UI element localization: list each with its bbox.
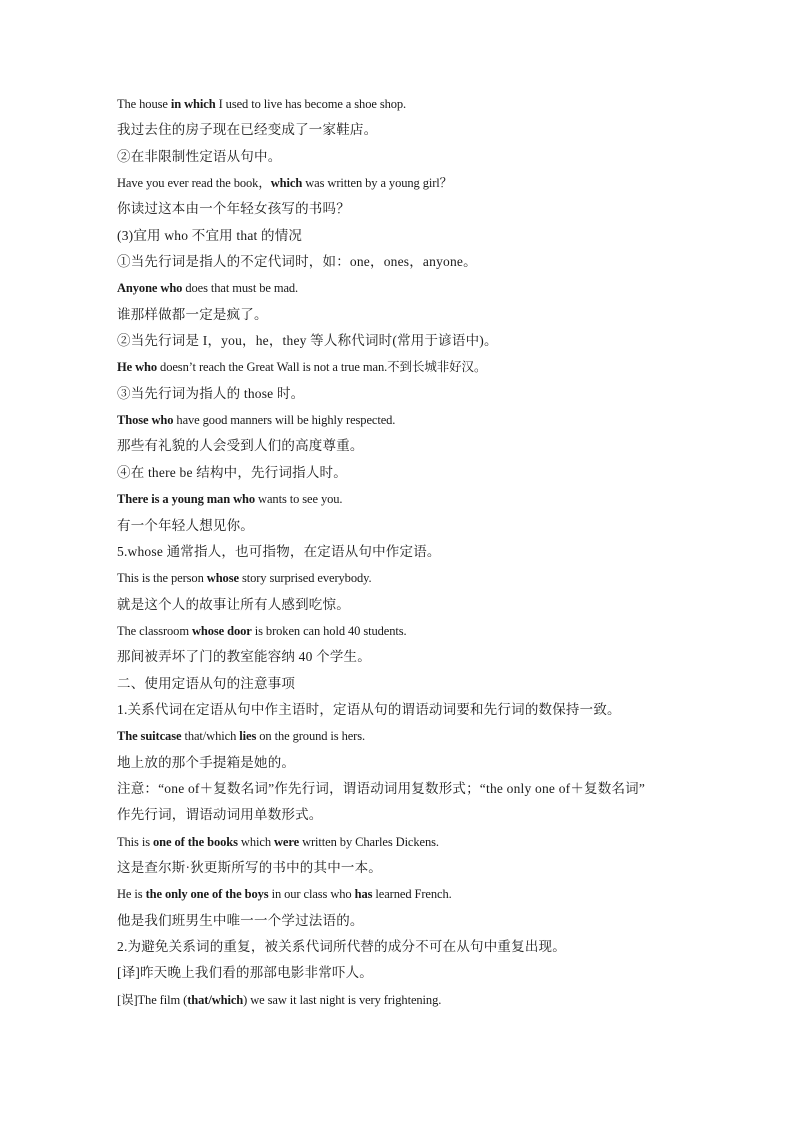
text-span: He is (117, 887, 146, 902)
text-line (117, 936, 697, 962)
text-span: is broken can hold 40 students. (251, 623, 407, 638)
text-line (117, 488, 697, 514)
text-line (117, 752, 697, 778)
document-body (117, 93, 697, 1015)
text-line (117, 93, 697, 119)
text-line (117, 541, 697, 567)
text-line (117, 198, 697, 224)
text-line (117, 304, 697, 330)
text-line (117, 277, 697, 303)
bold-text: has (354, 887, 373, 902)
text-line (117, 462, 697, 488)
text-line (117, 725, 697, 751)
text-span: on the ground is hers. (256, 729, 366, 744)
text-line (117, 172, 697, 198)
text-span: The house (117, 97, 171, 111)
text-span: 1.关系代词在定语从句中作主语时，定语从句的谓语动词要和先行词的数保持一致。 (117, 701, 621, 717)
text-span: that/which (181, 729, 240, 744)
text-line (117, 804, 697, 830)
text-span: does that must be mad. (182, 281, 299, 296)
bold-text: Those who (117, 413, 174, 428)
text-span: ②在非限制性定语从句中。 (117, 148, 282, 164)
text-line (117, 330, 697, 356)
text-line (117, 251, 697, 277)
text-line (117, 594, 697, 620)
text-span: 那些有礼貌的人会受到人们的高度尊重。 (117, 438, 364, 454)
text-line (117, 515, 697, 541)
bold-text: whose (206, 571, 239, 586)
text-line (117, 620, 697, 646)
text-line (117, 910, 697, 936)
text-span: ) we saw it last night is very frightening. (243, 992, 442, 1007)
text-line (117, 962, 697, 988)
bold-text: were (274, 834, 300, 849)
text-line (117, 646, 697, 672)
text-span: 注意：“one of＋复数名词”作先行词，谓语动词用复数形式；“the only one of＋复数名词” (117, 780, 646, 796)
text-span: This is (117, 834, 154, 849)
bold-text: the only one of the boys (145, 887, 269, 902)
bold-text: whose door (191, 623, 252, 638)
text-span: ③当先行词为指人的 those 时。 (117, 385, 305, 401)
text-span: in our class who (268, 887, 355, 902)
text-span: written by Charles Dickens. (299, 834, 439, 849)
text-span: 你读过这本由一个年轻女孩写的书吗？ (117, 201, 350, 217)
text-span: The classroom (117, 623, 192, 638)
text-span: 作先行词，谓语动词用单数形式。 (117, 807, 323, 823)
bold-text: Anyone who (117, 281, 183, 296)
text-span: ④在 there be 结构中，先行词指人时。 (117, 464, 347, 480)
bold-text: one of the books (153, 834, 238, 849)
text-span: which (237, 834, 274, 849)
text-span: wants to see you. (255, 492, 343, 507)
text-span: ①当先行词是指人的不定代词时，如：one，ones，anyone。 (117, 254, 477, 270)
text-line (117, 119, 697, 145)
text-span: [译]昨天晚上我们看的那部电影非常吓人。 (117, 965, 373, 981)
bold-text: There is a young man who (117, 492, 256, 507)
text-span: Have you ever read the book， (117, 176, 271, 191)
text-line (117, 383, 697, 409)
text-line (117, 857, 697, 883)
text-span: I used to live has become a shoe shop. (215, 97, 407, 111)
text-span: 那间被弄坏了门的教室能容纳 40 个学生。 (117, 649, 371, 665)
text-line (117, 567, 697, 593)
text-line (117, 883, 697, 909)
text-line (117, 699, 697, 725)
bold-text: which (270, 176, 303, 191)
text-span: 2.为避免关系词的重复，被关系代词所代替的成分不可在从句中重复出现。 (117, 939, 566, 954)
bold-text: The suitcase (117, 729, 182, 744)
text-line (117, 435, 697, 461)
text-span: This is the person (117, 571, 207, 586)
text-line (117, 356, 697, 382)
text-span: story surprised everybody. (238, 571, 372, 586)
text-span: [误]The film ( (117, 992, 188, 1007)
text-span: 我过去住的房子现在已经变成了一家鞋店。 (117, 122, 378, 138)
bold-text: lies (239, 729, 257, 744)
text-span: 5.whose 通常指人，也可指物，在定语从句中作定语。 (117, 543, 441, 559)
text-line (117, 673, 697, 699)
text-span: 有一个年轻人想见你。 (117, 517, 254, 533)
text-span: ②当先行词是 I，you，he，they 等人称代词时(常用于谚语中)。 (117, 333, 498, 349)
text-span: 谁那样做都一定是疯了。 (117, 306, 268, 322)
bold-text: in which (170, 97, 216, 111)
text-span: 地上放的那个手提箱是她的。 (117, 754, 296, 770)
text-span: have good manners will be highly respected. (173, 413, 396, 428)
text-line (117, 225, 697, 251)
text-span: was written by a young girl？ (302, 176, 453, 191)
text-line (117, 409, 697, 435)
text-span: 他是我们班男生中唯一一个学过法语的。 (117, 912, 364, 928)
text-span: learned French. (372, 887, 452, 902)
text-line (117, 831, 697, 857)
text-line (117, 146, 697, 172)
text-span: 二、使用定语从句的注意事项 (117, 675, 296, 691)
text-line (117, 989, 697, 1015)
text-line (117, 778, 697, 804)
text-span: doesn’t reach the Great Wall is not a true man.不到长城非好汉。 (157, 360, 487, 375)
bold-text: that/which (187, 992, 244, 1007)
text-span: (3)宜用 who 不宜用 that 的情况 (117, 227, 303, 243)
text-span: 就是这个人的故事让所有人感到吃惊。 (117, 596, 350, 612)
bold-text: He who (117, 360, 158, 375)
text-span: 这是查尔斯·狄更斯所写的书中的其中一本。 (117, 859, 382, 875)
